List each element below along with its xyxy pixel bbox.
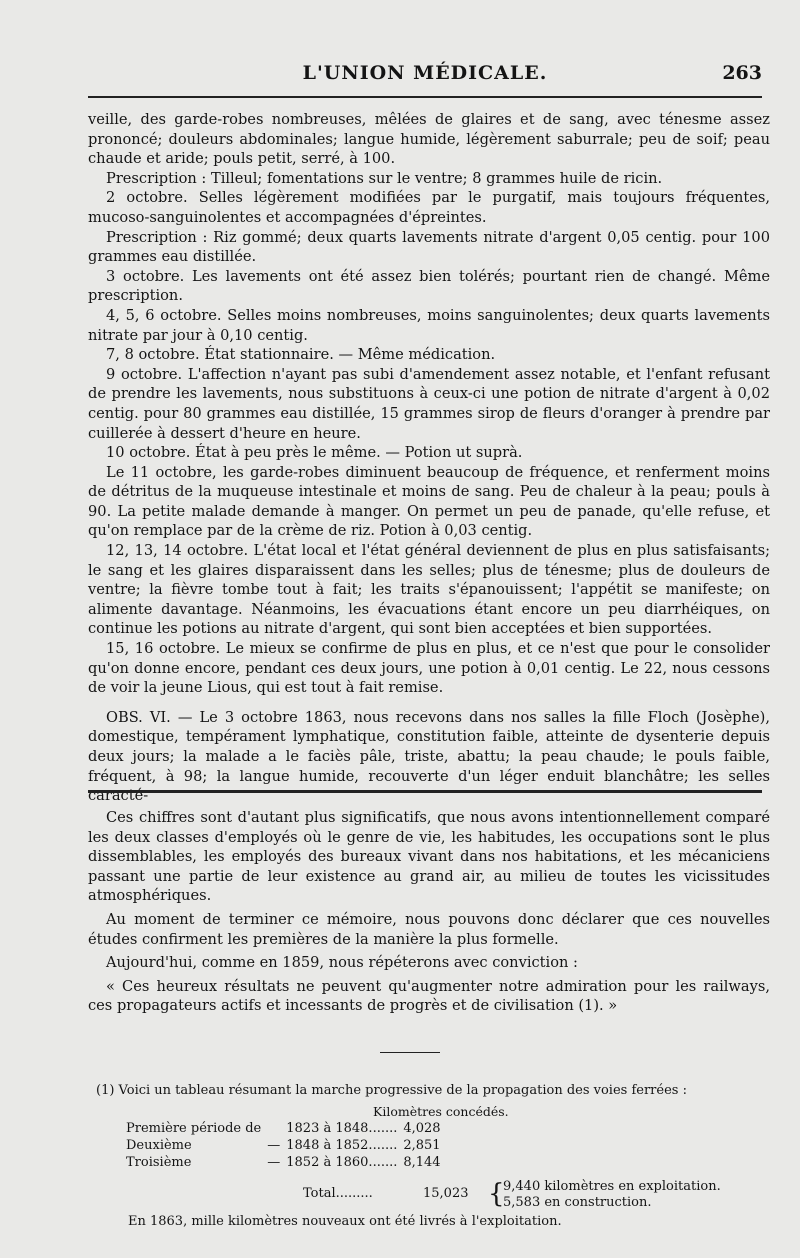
breakdown-line: 5,583 en construction. [503,1195,652,1210]
footnote-intro: (1) Voici un tableau résumant la marche progressive de la propagation des voies ferrées : [96,1083,687,1098]
paragraph: 2 octobre. Selles légèrement modifiées par le purgatif, mais toujours fréquentes, mucoso-sanguinolentes et accompagnées d'épreintes. [88,189,770,226]
row-value: 8,144 [403,1155,441,1170]
paragraph: Le 11 octobre, les garde-robes diminuent beaucoup de fréquence, et renferment moins de détritus de la muqueuse intestinale et moins de sang. Peu de chaleur à la peau; pouls à 90. La petite malade demande à manger. On permet un peu de panade, qu'elle refuse, et qu'on remplace par de la crème de riz. Potion à 0,03 centig. [88,463,770,540]
paragraph: 15, 16 octobre. Le mieux se confirme de plus en plus, et ce n'est que pour le consolider qu'on donne encore, pendant ces deux jours, une potion à 0,01 centig. Le 22, nous cessons de voir la jeune Lious, qui est tout à fait remise. [88,640,770,697]
paragraph: 7, 8 octobre. État stationnaire. — Même médication. [106,346,496,364]
inset-body [88,808,770,1020]
row-span: 1852 à 1860....... [286,1155,398,1170]
railway-table [126,1120,447,1171]
row-dash: — [267,1155,281,1170]
footnote-closing: En 1863, mille kilomètres nouveaux ont été livrés à l'exploitation. [128,1214,562,1229]
paragraph: 12, 13, 14 octobre. L'état local et l'état général deviennent de plus en plus satisfaisants; le sang et les glaires disparaissent dans les selles; plus de ténesme; plus de douleurs de ventre; la fièvre tombe tout à fait; les traits s'épanouissent; l'appétit se manifeste; on alimente davantage. Néanmoins, les évacuations étant encore un peu diarrhéiques, on continue les potions au nitrate d'argent, qui sont bien acceptées et bien supportées. [88,542,770,638]
quotation: « Ces heureux résultats ne peuvent qu'augmenter notre admiration pour les railways, ces propagateurs actifs et incessants de progrès et de civilisation (1). » [88,977,770,1015]
table-row [126,1120,447,1137]
total-value: 15,023 [423,1186,469,1201]
footnote-rule [380,1052,440,1053]
row-label: Troisième [126,1155,192,1170]
header-rule [88,96,762,98]
breakdown-line: 9,440 kilomètres en exploitation. [503,1179,721,1194]
row-dash: — [267,1138,281,1153]
observation-paragraph: OBS. VI. — Le 3 octobre 1863, nous recevons dans nos salles la fille Floch (Josèphe), domestique, tempérament lymphatique, constitution faible, atteinte de dysenterie depuis deux jours; la malade a le faciès pâle, triste, abattu; la peau chaude; le pouls faible, fréquent, à 98; la langue humide, recouverte d'un léger enduit blanchâtre; les selles caracté- [88,708,770,805]
section-rule [88,790,762,793]
row-dash [267,1120,286,1137]
brace-glyph: { [488,1179,505,1209]
paragraph: Au moment de terminer ce mémoire, nous pouvons donc déclarer que ces nouvelles études confirment les premières de la manière la plus formelle. [88,910,770,948]
row-span: 1823 à 1848....... [286,1121,398,1136]
row-span: 1848 à 1852....... [286,1138,398,1153]
total-label: Total......... [303,1186,373,1201]
paragraph: 4, 5, 6 octobre. Selles moins nombreuses, moins sanguinolentes; deux quarts lavements nitrate par jour à 0,10 centig. [88,306,770,344]
footnote [88,1082,762,1230]
paragraph: veille, des garde-robes nombreuses, mêlées de glaires et de sang, avec ténesme assez prononcé; douleurs abdominales; langue humide, légèrement saburrale; peu de soif; peau chaude et aride; pouls petit, serré, à 100. [88,111,770,168]
article-body [88,110,770,806]
paragraph: 9 octobre. L'affection n'ayant pas subi d'amendement assez notable, et l'enfant refusant de prendre les lavements, nous substituons à ceux-ci une potion de nitrate d'argent à 0,02 centig. pour 80 grammes eau distillée, 15 grammes sirop de fleurs d'oranger à prendre par cuillerée à dessert d'heure en heure. [88,365,770,442]
row-value: 4,028 [403,1121,441,1136]
paragraph: Prescription : Riz gommé; deux quarts lavements nitrate d'argent 0,05 centig. pour 100 grammes eau distillée. [88,228,770,266]
running-title: L'UNION MÉDICALE. [302,62,548,84]
paragraph: Aujourd'hui, comme en 1859, nous répéterons avec conviction : [106,954,578,972]
page-header [88,62,762,92]
row-label: Deuxième [126,1138,192,1153]
paragraph: Prescription : Tilleul; fomentations sur le ventre; 8 grammes huile de ricin. [106,169,663,187]
row-value: 2,851 [403,1138,441,1153]
table-row [126,1154,447,1171]
table-row [126,1137,447,1154]
total-row [88,1179,762,1213]
total-breakdown [503,1179,721,1211]
row-label: Première période de [126,1121,262,1136]
page-number: 263 [722,62,762,84]
table-column-header: Kilomètres concédés. [373,1104,509,1119]
paragraph: Ces chiffres sont d'autant plus significatifs, que nous avons intentionnellement comparé les deux classes d'employés où le genre de vie, les habitudes, les occupations sont le plus dissemblables, les employés des bureaux vivant dans nos habitations, et les mécaniciens passant une partie de leur existence au grand air, au milieu de toutes les vicissitudes atmosphériques. [88,809,770,905]
paragraph: 3 octobre. Les lavements ont été assez bien tolérés; pourtant rien de changé. Même prescription. [88,267,770,305]
paragraph: 10 octobre. État à peu près le même. — Potion ut suprà. [106,444,523,462]
